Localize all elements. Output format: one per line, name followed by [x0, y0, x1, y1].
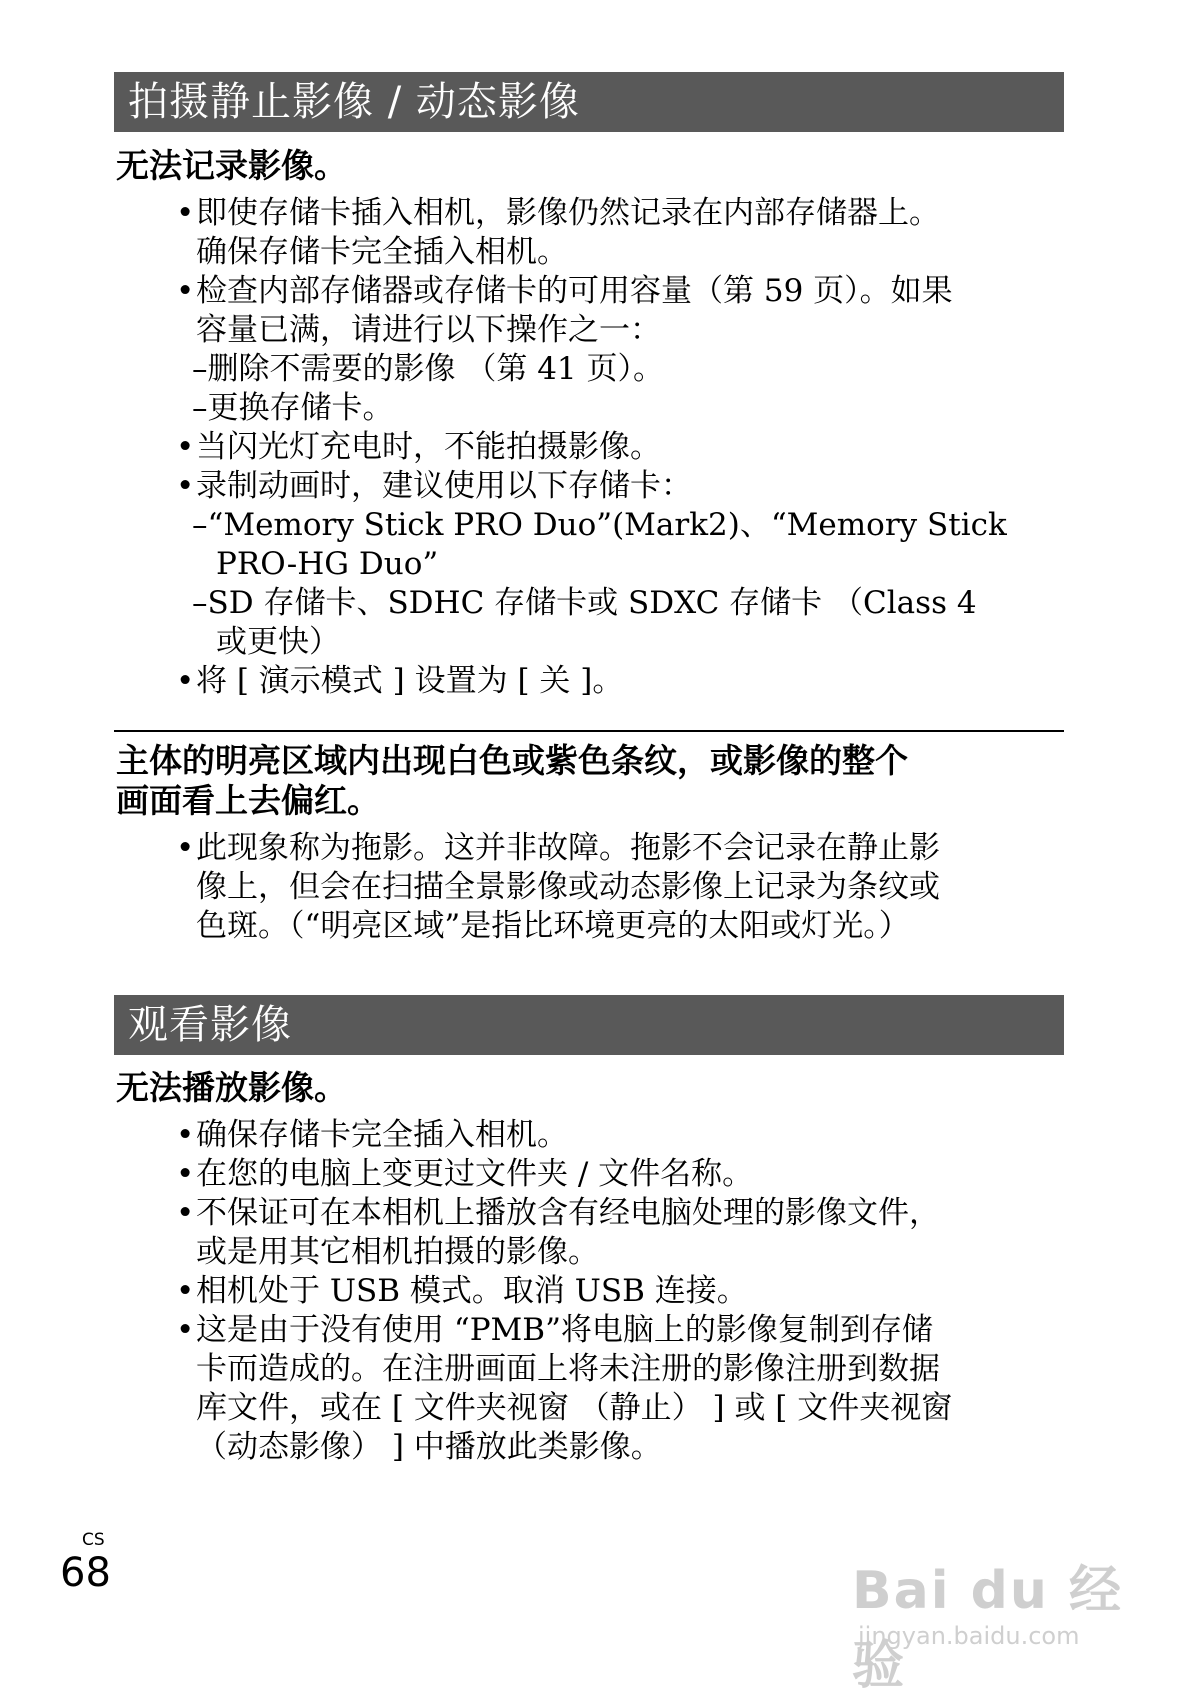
bullet-icon: •: [176, 195, 195, 231]
bullet-icon: •: [176, 830, 195, 866]
bullet-item: [176, 270, 953, 312]
bullet-item: [176, 1114, 568, 1156]
bullet-item: [176, 1309, 933, 1351]
watermark-logo: Bai du 经验: [852, 1561, 1123, 1696]
bullet-continuation: 容量已满，请进行以下操作之一：: [196, 312, 661, 348]
bullet-text: 当闪光灯充电时，不能拍摄影像。: [196, 429, 661, 465]
section-header-viewing: 观看影像: [114, 995, 1064, 1055]
bullet-text: 这是由于没有使用 “PMB”将电脑上的影像复制到存储: [196, 1312, 933, 1348]
bullet-item: [176, 1270, 748, 1312]
divider-rule: [114, 730, 1064, 732]
dash-item: –“Memory Stick PRO Duo”(Mark2)、“Memory Stick: [192, 507, 1007, 543]
bullet-icon: •: [176, 1117, 195, 1153]
bullet-text: 在您的电脑上变更过文件夹 / 文件名称。: [196, 1156, 754, 1192]
bullet-item: [176, 660, 623, 702]
language-code: CS: [82, 1530, 105, 1550]
bullet-item: [176, 192, 940, 234]
bullet-icon: •: [176, 1312, 195, 1348]
bullet-icon: •: [176, 273, 195, 309]
bullet-icon: •: [176, 663, 195, 699]
bullet-text: 即使存储卡插入相机，影像仍然记录在内部存储器上。: [196, 195, 940, 231]
dash-continuation: 或更快）: [216, 624, 340, 660]
bullet-continuation: 或是用其它相机拍摄的影像。: [196, 1234, 599, 1270]
bullet-text: 不保证可在本相机上播放含有经电脑处理的影像文件，: [196, 1195, 940, 1231]
bullet-icon: •: [176, 1156, 195, 1192]
bullet-text: 确保存储卡完全插入相机。: [196, 1117, 568, 1153]
bullet-continuation: 色斑。（“明亮区域”是指比环境更亮的太阳或灯光。）: [196, 908, 910, 944]
dash-item: –SD 存储卡、SDHC 存储卡或 SDXC 存储卡 （Class 4: [192, 585, 977, 621]
bullet-continuation: 卡而造成的。在注册画面上将未注册的影像注册到数据: [196, 1351, 940, 1387]
bullet-continuation: （动态影像） ] 中播放此类影像。: [196, 1429, 662, 1465]
bullet-item: [176, 827, 940, 869]
dash-item: –更换存储卡。: [192, 390, 394, 426]
bullet-text: 相机处于 USB 模式。取消 USB 连接。: [196, 1273, 748, 1309]
bullet-text: 将 [ 演示模式 ] 设置为 [ 关 ]。: [196, 663, 624, 699]
bullet-continuation: 像上，但会在扫描全景影像或动态影像上记录为条纹或: [196, 869, 940, 905]
question-title-cannot-record: 无法记录影像。: [116, 146, 347, 185]
bullet-continuation: 库文件，或在 [ 文件夹视窗 （静止） ] 或 [ 文件夹视窗: [196, 1390, 953, 1426]
bullet-continuation: 确保存储卡完全插入相机。: [196, 234, 568, 270]
question-title-bright-streaks: 主体的明亮区域内出现白色或紫色条纹，或影像的整个: [116, 741, 908, 780]
bullet-icon: •: [176, 1273, 195, 1309]
bullet-item: [176, 1153, 753, 1195]
section-header-shooting: 拍摄静止影像 / 动态影像: [114, 72, 1064, 132]
bullet-icon: •: [176, 1195, 195, 1231]
baidu-watermark: [852, 1548, 1152, 1696]
bullet-text: 检查内部存储器或存储卡的可用容量（第 59 页）。如果: [196, 273, 953, 309]
page-number: 68: [60, 1550, 111, 1596]
watermark-url: jingyan.baidu.com: [858, 1622, 1080, 1650]
bullet-item: [176, 426, 661, 468]
question-title-bright-streaks-line2: 画面看上去偏红。: [116, 781, 380, 820]
bullet-text: 录制动画时，建议使用以下存储卡：: [196, 468, 692, 504]
bullet-item: [176, 465, 692, 507]
dash-item: –删除不需要的影像 （第 41 页）。: [192, 351, 665, 387]
bullet-text: 此现象称为拖影。这并非故障。拖影不会记录在静止影: [196, 830, 940, 866]
dash-continuation: PRO-HG Duo”: [216, 546, 439, 582]
bullet-icon: •: [176, 429, 195, 465]
question-title-cannot-play: 无法播放影像。: [116, 1068, 347, 1107]
bullet-icon: •: [176, 468, 195, 504]
bullet-item: [176, 1192, 940, 1234]
